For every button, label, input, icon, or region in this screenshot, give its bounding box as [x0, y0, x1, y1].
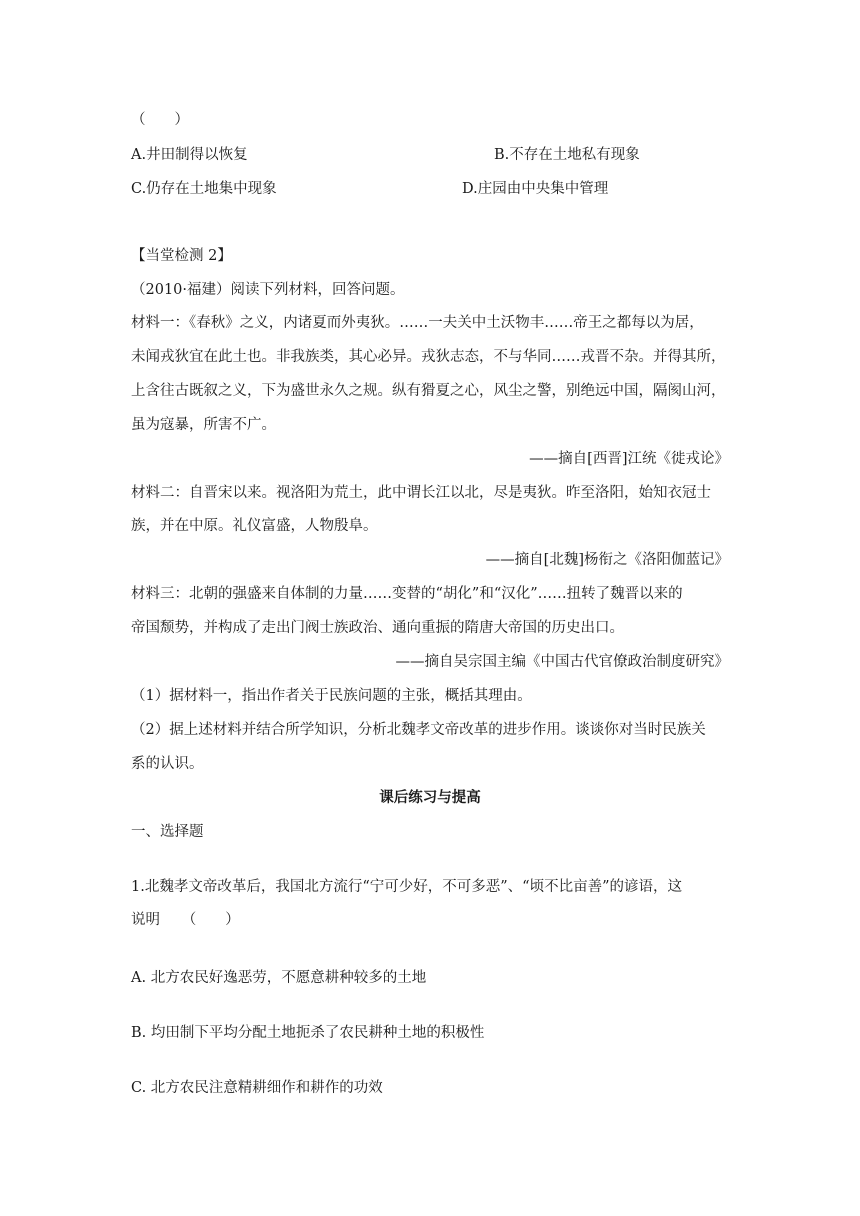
- source2: ——摘自[北魏]杨衔之《洛阳伽蓝记》: [485, 552, 729, 568]
- mc-question-line: 1.北魏孝文帝改革后，我国北方流行“宁可少好，不可多恶”、“顷不比亩善”的谚语，这: [131, 879, 682, 895]
- test2-intro: （2010·福建）阅读下列材料，回答问题。: [131, 282, 405, 298]
- option-d: D.庄园由中央集中管理: [462, 181, 609, 197]
- material3-line: 材料三：北朝的强盛来自体制的力量……变替的“胡化”和“汉化”……扭转了魏晋以来的: [131, 586, 683, 602]
- material1-line: 虽为寇暴，所害不广。: [131, 417, 276, 433]
- mc-option-b: B. 均田制下平均分配土地扼杀了农民耕种土地的积极性: [131, 1025, 485, 1041]
- mc-option-c: C. 北方农民注意精耕细作和耕作的功效: [131, 1080, 383, 1096]
- material1-line: 未闻戎狄宜在此土也。非我族类，其心必异。戎狄志态，不与华同……戎晋不杂。并得其所，: [131, 349, 726, 365]
- source3: ——摘自吴宗国主编《中国古代官僚政治制度研究》: [395, 654, 729, 670]
- question-2-line: （2）据上述材料并结合所学知识，分析北魏孝文帝改革的进步作用。谈谈你对当时民族关: [131, 722, 706, 738]
- material1-line: 材料一：《春秋》之义，内诸夏而外夷狄。……一夫关中土沃物丰……帝王之都每以为居，: [131, 315, 704, 331]
- section-heading: 一、选择题: [131, 824, 204, 840]
- option-a: A.井田制得以恢复: [131, 147, 248, 163]
- mc-option-a: A. 北方农民好逸恶劳，不愿意耕种较多的土地: [131, 970, 427, 986]
- test2-header: 【当堂检测 2】: [131, 248, 232, 264]
- source1: ——摘自[西晋]江统《徙戎论》: [529, 451, 729, 467]
- answer-bracket: （ ）: [131, 112, 189, 128]
- material2-line: 族，并在中原。礼仪富盛，人物殷阜。: [131, 518, 378, 534]
- question-1: （1）据材料一，指出作者关于民族问题的主张，概括其理由。: [131, 688, 532, 704]
- practice-title: 课后练习与提高: [379, 790, 481, 806]
- material2-line: 材料二：自晋宋以来。视洛阳为荒土，此中谓长江以北，尽是夷狄。昨至洛阳，始知衣冠士: [131, 485, 711, 501]
- mc-question-line: 说明 （ ）: [131, 912, 240, 928]
- material3-line: 帝国颓势，并构成了走出门阀士族政治、通向重振的隋唐大帝国的历史出口。: [131, 620, 624, 636]
- question-2-line: 系的认识。: [131, 756, 204, 772]
- option-b: B.不存在土地私有现象: [494, 147, 640, 163]
- material1-line: 上含往古既叙之义，下为盛世永久之规。纵有猾夏之心，风尘之警，别绝远中国，隔阂山河，: [131, 383, 726, 399]
- option-c: C.仍存在土地集中现象: [131, 181, 277, 197]
